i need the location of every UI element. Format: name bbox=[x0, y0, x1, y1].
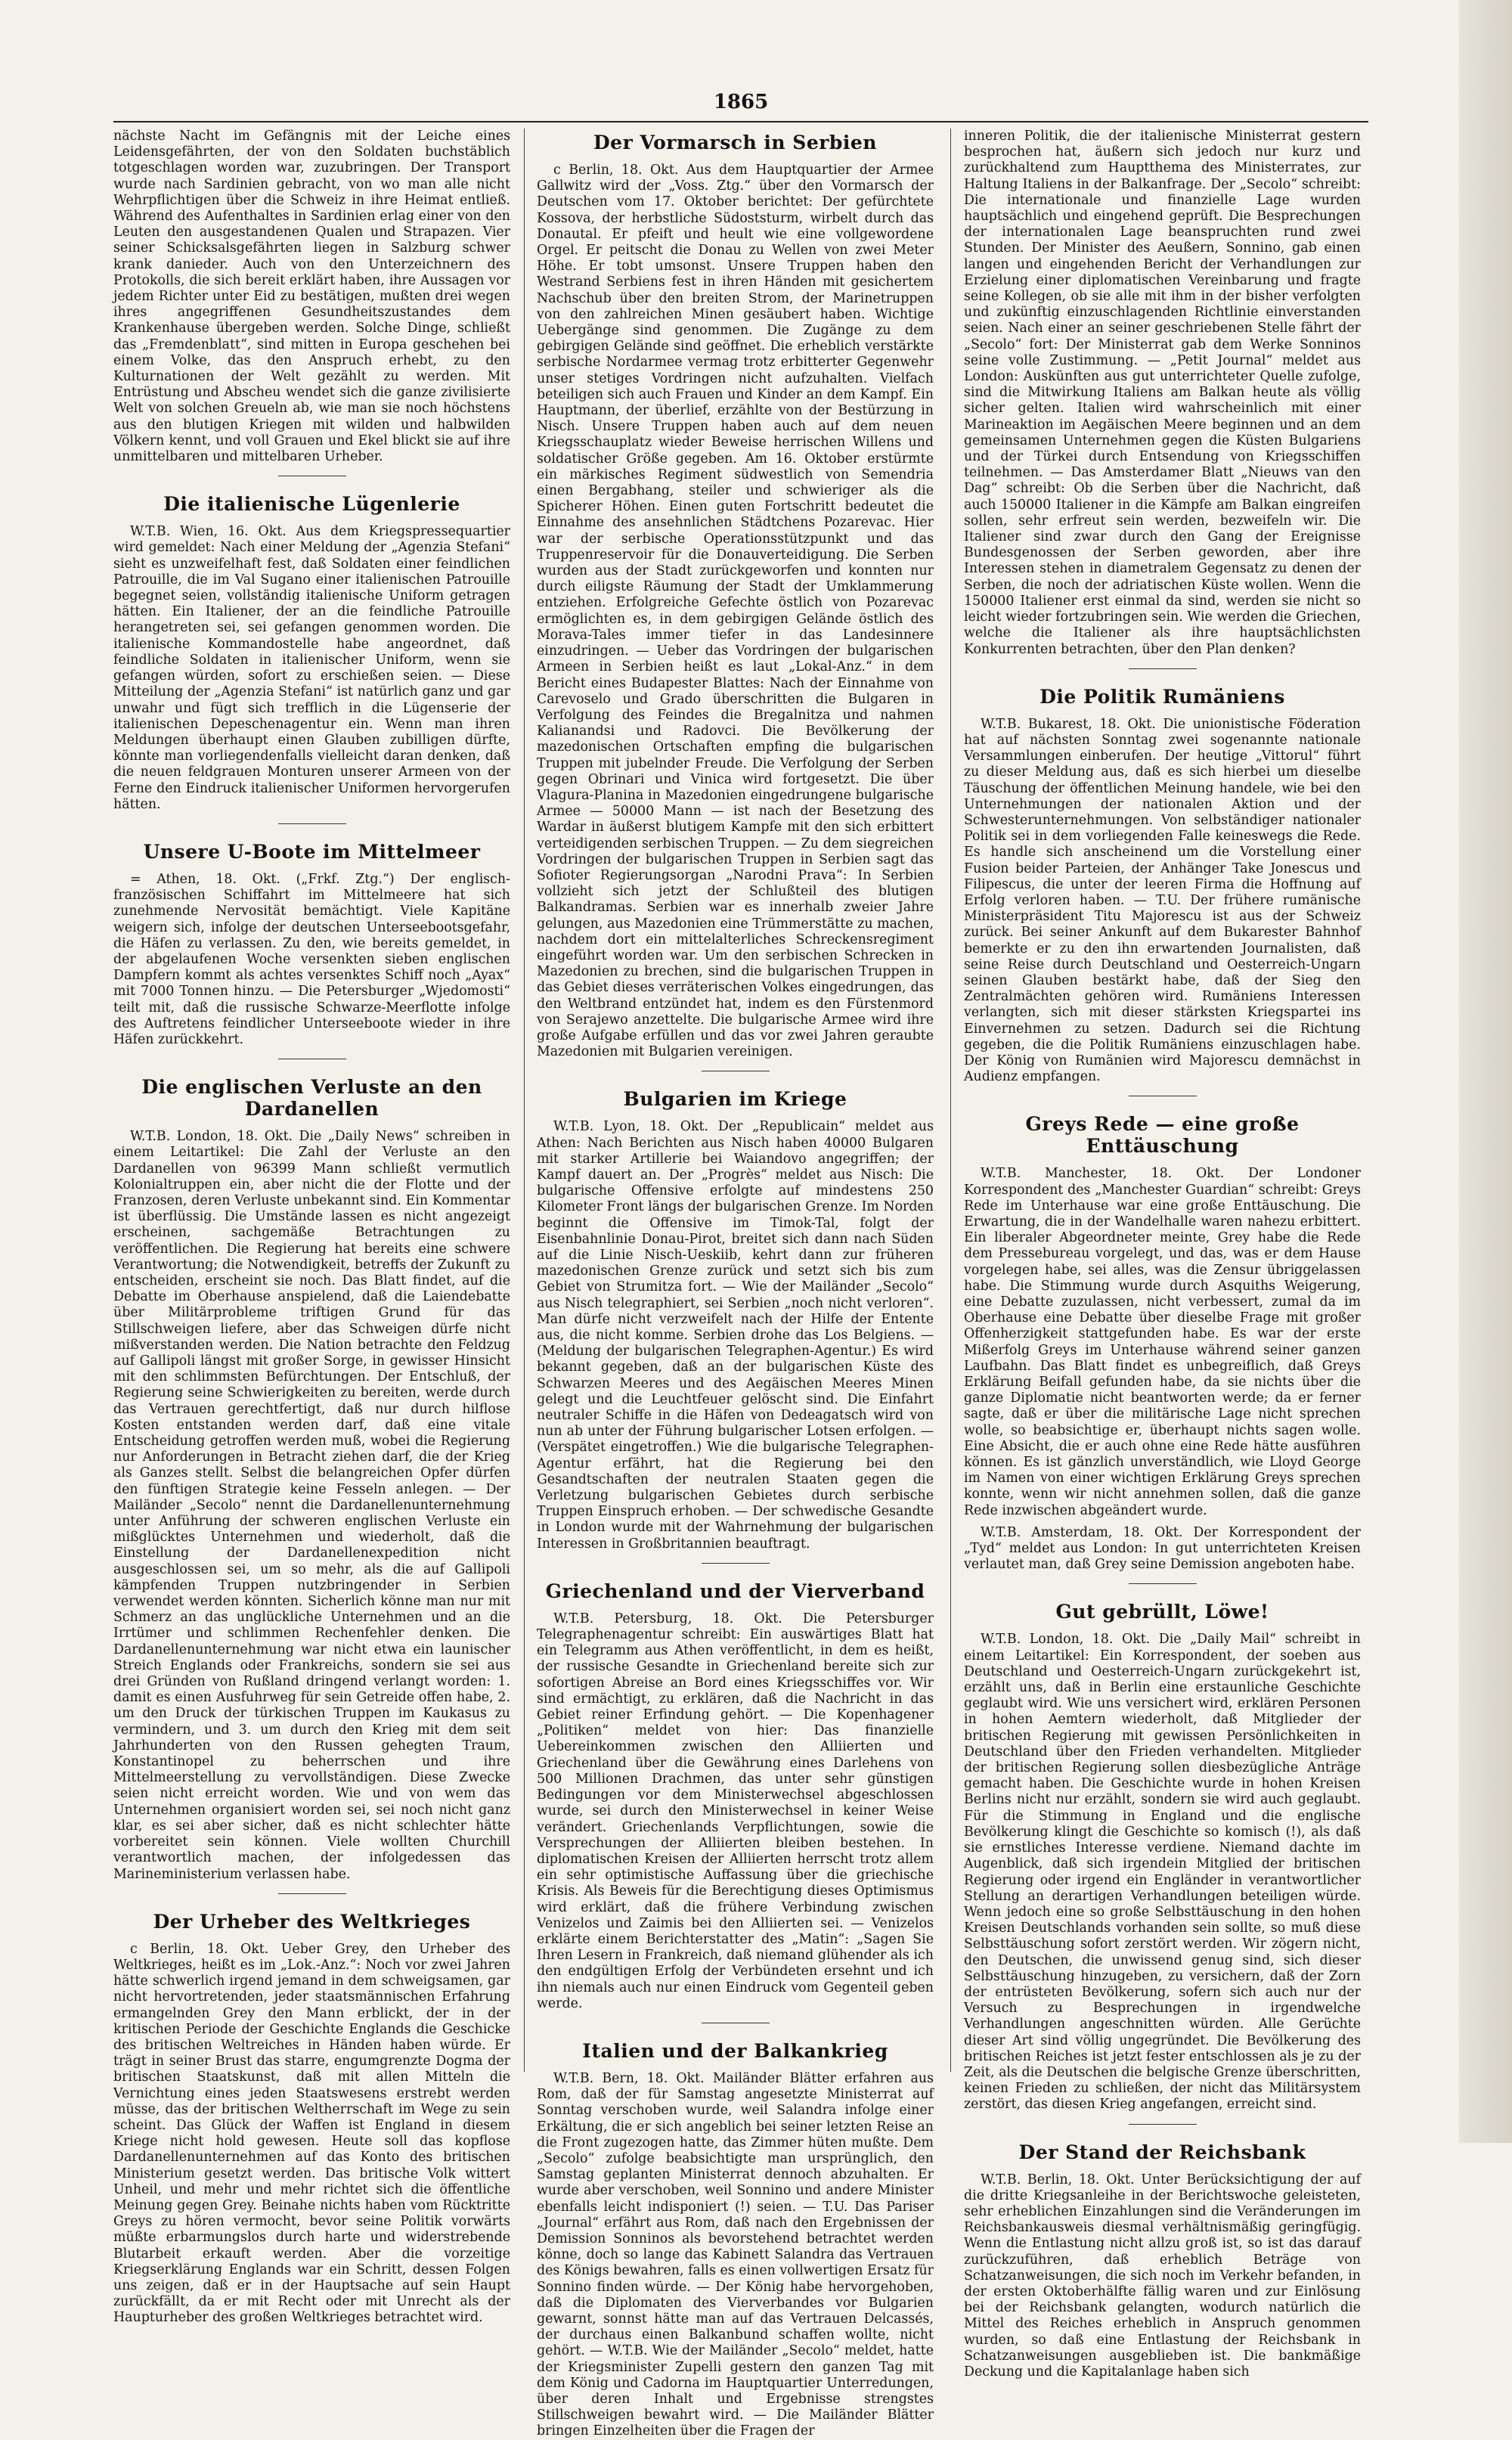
column-divider-1 bbox=[524, 129, 525, 2072]
article-headline: Unsere U-Boote im Mittelmeer bbox=[143, 840, 481, 863]
article-paragraph: inneren Politik, die der italienische Ministerrat gestern besprochen hat, äußern sich jedoch nur kurz und zurückhaltend zum Hauptthema des Ministerrates, zur Haltung Italiens in der Balkanfrage. Der „Secolo“ schreibt: Die internationale und finanzielle Lage wurden hauptsächlich und eingehend geprüft. Die Besprechungen der internationalen Lage beanspruchten rund zwei Stunden. Der Minister des Aeußern, Sonnino, gab einen langen und eingehenden Bericht der Verhandlungen zur Erzielung einer diplomatischen Vereinbarung und fragte seine Kollegen, ob sie alle mit ihm in der bisher verfolgten und zukünftig einzuschlagenden Richtlinie einverstanden seien. Nach einer an seiner geschriebenen Stelle fährt der „Secolo“ fort: Der Ministerrat gab dem Werke Sonninos seine volle Zustimmung. — „Petit Journal“ meldet aus London: Auskünften aus gut unterrichteter Quelle zufolge, sind die Mitwirkung Italiens am Balkan heute als völlig sicher gelten. Italien wird wahrscheinlich mit einer Marineaktion im Aegäischen Meere beginnen und an dem gemeinsamen Unternehmen gegen die Küsten Bulgariens und der Türkei durch Entsendung von Kriegsschiffen teilnehmen. — Das Amsterdamer Blatt „Nieuws van den Dag“ schreibt: Ob die Serben über die Nachricht, daß auch 150000 Italiener in die Kämpfe am Balkan eingreifen sollen, sehr erfreut sein werden, bezweifeln wir. Die Italiener sind zwar durch den Gang der Ereignisse Bundesgenossen der Serben geworden, aber ihre Interessen stehen in diametralem Gegensatz zu denen der Serben, die noch der adriatischen Küste wollen. Wenn die 150000 Italiener erst einmal da sind, werden sie nicht so leicht wieder fortzubringen sein. Wie werden die Griechen, welche die Italiener als ihre hauptsächlichsten Konkurrenten betrachten, über den Plan denken? bbox=[964, 129, 1361, 657]
article-paragraph: W.T.B. Bukarest, 18. Okt. Die unionistische Föderation hat auf nächsten Sonntag zwei sogenannte nationale Versammlungen einberufen. Der heutige „Vittorul“ führt zu dieser Meldung aus, daß es sich hierbei um dieselbe Täuschung der öffentlichen Meinung handele, wie bei den Unternehmungen der nationalen Aktion und der Schwesterunternehmungen. Von selbständiger nationaler Politik sei in dem vorliegenden Falle keineswegs die Rede. Es handle sich anscheinend um die Vorstellung einer Fusion beider Parteien, der Anhänger Take Jonescus und Filipescus, die unter der leeren Firma die Hoffnung auf Erfolg verloren haben. — T.U. Der frühere rumänische Ministerpräsident Titu Majorescu ist aus der Schweiz zurück. Bei seiner Ankunft auf dem Bukarester Bahnhof bemerkte er zu den ihn erwartenden Journalisten, daß seine Reise durch Deutschland und Oesterreich-Ungarn seinen Glauben bestärkt habe, daß der Sieg den Zentralmächten gehören wird. Rumäniens Interessen verlangten, sich mit dieser stärksten Kriegspartei ins Einvernehmen zu setzen. Dadurch sei die Richtung gegeben, die die Politik Rumäniens einzuschlagen habe. Der König von Rumänien wird Majorescu demnächst in Audienz empfangen. bbox=[964, 716, 1361, 1085]
article-headline: Greys Rede — eine große Enttäuschung bbox=[1025, 1113, 1300, 1158]
article-paragraph: W.T.B. London, 18. Okt. Die „Daily Mail“ schreibt in einem Leitartikel: Ein Korrespondent, der soeben aus Deutschland und Oesterreich-Ungarn zurückgekehrt ist, erzählt uns, daß in Berlin eine erstaunliche Geschichte geglaubt wird. Wie uns versichert wird, erklären Personen in hohen Aemtern wiederholt, daß Mitglieder der britischen Regierung mit gewissen Persönlichkeiten in Deutschland über den Frieden verhandelten. Mitglieder der britischen Regierung sollen diesbezügliche Anträge gemacht haben. Die Geschichte wurde in hohen Kreisen Berlins nicht nur erzählt, sondern sie wird auch geglaubt. Für die Stimmung in England und die englische Bevölkerung klingt die Geschichte so komisch (!), als daß sie ernstliches Interesse verdiene. Niemand dachte im Augenblick, daß sich irgendein Mitglied der britischen Regierung oder irgend ein Engländer in verantwortlicher Stellung an derartigen Verhandlungen beteiligen würde. Wenn jedoch eine so große Selbsttäuschung in den hohen Kreisen Deutschlands vorhanden sein sollte, so muß diese Selbsttäuschung sofort zerstört werden. Wir zögern nicht, den Deutschen, die unwissend genug sind, sich dieser Selbsttäuschung hinzugeben, zu versichern, daß der Zorn der entrüsteten Bevölkerung, sofern sich auch nur der Versuch zu Besprechungen in irgendwelche Verhandlungen angeschnitten würden. Alle Gerüchte dieser Art sind völlig ungegründet. Die Bevölkerung des britischen Reiches ist jetzt fester entschlossen als je zu der Zeit, als die Deutschen die belgische Grenze überschritten, keinen Frieden zu schließen, der nicht das Militärsystem zerstört, das diesen Krieg angefangen, erreicht sind. bbox=[964, 1632, 1361, 2113]
section-separator bbox=[1129, 668, 1197, 669]
article-paragraph: W.T.B. Amsterdam, 18. Okt. Der Korrespondent der „Tyd“ meldet aus London: In gut unterrichteten Kreisen verlautet man, daß Grey seine Demission angeboten habe. bbox=[964, 1524, 1361, 1573]
newspaper-page bbox=[113, 91, 1368, 2439]
page-edge-shadow bbox=[1459, 0, 1512, 2143]
section-separator bbox=[278, 1893, 346, 1894]
header-rule bbox=[113, 121, 1368, 122]
column-1 bbox=[113, 129, 510, 2326]
article-paragraph: W.T.B. Lyon, 18. Okt. Der „Republicain“ meldet aus Athen: Nach Berichten aus Nisch haben 40000 Bulgaren mit starker Artillerie bei Waiandovo angegriffen; der Kampf dauert an. Der „Progrès“ meldet aus Nisch: Die bulgarische Offensive erfolgte auf mindestens 250 Kilometer Front längs der bulgarischen Grenze. Im Norden beginnt die Offensive im Timok-Tal, folgt der Eisenbahnlinie Donau-Pirot, breitet sich dann nach Süden auf die Linie Nisch-Ueskiib, kehrt dann zur früheren mazedonischen Grenze zurück und setzt sich bis zum Gebiet von Strumitza fort. — Wie der Mailänder „Secolo“ aus Nisch telegraphiert, sei Serbien „noch nicht verloren“. Man dürfe nicht verzweifelt nach der Hilfe der Entente aus, die nicht komme. Serbien drohe das Los Belgiens. — (Meldung der bulgarischen Telegraphen-Agentur.) Es wird bekannt gegeben, daß an der bulgarischen Küste des Schwarzen Meeres und des Aegäischen Meeres Minen gelegt und die Leuchtfeuer gelöscht sind. Die Einfahrt neutraler Schiffe in die Häfen von Dedeagatsch wird von nun ab unter der Führung bulgarischer Lotsen erfolgen. — (Verspätet eingetroffen.) Wie die bulgarische Telegraphen-Agentur erfährt, hat die Regierung bei den Gesandtschaften der neutralen Staaten gegen die Verletzung bulgarischen Gebietes durch serbische Truppen Einspruch erhoben. — Der schwedische Gesandte in London wurde mit der Wahrnehmung der bulgarischen Interessen in Großbritannien beauftragt. bbox=[537, 1119, 934, 1552]
article-paragraph: W.T.B. Wien, 16. Okt. Aus dem Kriegspressequartier wird gemeldet: Nach einer Meldung der „Agenzia Stefani“ sieht es unzweifelhaft fest, daß Soldaten einer feindlichen Patrouille, die im Val Sugano einer italienischen Patrouille begegnet seien, vollständig italienische Uniform getragen hätten. Ein Italiener, der an die feindliche Patrouille herangetreten sei, sei gefangen genommen worden. Die italienische Kommandostelle habe angeordnet, daß feindliche Soldaten in italienischer Uniform, wenn sie gefangen würden, sofort zu erschießen seien. — Diese Mitteilung der „Agenzia Stefani“ ist natürlich ganz und gar unwahr und fügt sich trefflich in die Lügenserie der italienischen Depeschenagentur ein. Wenn man ihren Meldungen überhaupt einen Glauben zubilligen dürfte, könnte man vorliegendenfalls vielleicht daran denken, daß die neuen feldgrauen Monturen unserer Armeen von der Ferne den Eindruck italienischer Uniformen hervorgerufen hätten. bbox=[113, 524, 510, 812]
section-separator bbox=[1129, 2124, 1197, 2125]
article-headline: Bulgarien im Kriege bbox=[623, 1088, 847, 1111]
section-separator bbox=[702, 1563, 770, 1564]
column-divider-2 bbox=[950, 129, 951, 2072]
article-headline: Der Vormarsch in Serbien bbox=[593, 132, 877, 153]
article-headline: Die italienische Lügenlerie bbox=[163, 493, 460, 516]
column-2 bbox=[537, 129, 934, 2439]
section-separator bbox=[278, 823, 346, 824]
article-headline: Gut gebrüllt, Löwe! bbox=[1055, 1601, 1269, 1623]
article-paragraph: W.T.B. Manchester, 18. Okt. Der Londoner Korrespondent des „Manchester Guardian“ schreibt: Greys Rede im Unterhause war eine große Enttäuschung. Die Erwartung, die in der Wandelhalle waren nahezu erbittert. Ein liberaler Abgeordneter meinte, Grey habe die Rede dem Pressebureau vorgelegt, und das, was er dem Hause vorgelegen habe, sei alles, was die Zensur übriggelassen habe. Die Stimmung wurde durch Asquiths Weigerung, eine Debatte zuzulassen, nicht verbessert, zumal da im Oberhause eine Debatte über dieselbe Frage mit großer Offenherzigkeit stattgefunden habe. Es war der erste Mißerfolg Greys im Unterhause während seiner ganzen Laufbahn. Das Blatt findet es unbegreiflich, daß Greys Erklärung Beifall gefunden habe, da sie nichts über die ganze Diplomatie nicht beantworten werde; da er ferner sagte, daß er über die militärische Lage nicht sprechen wolle, so beabsichtige er, überhaupt nichts sagen wolle. Eine Absicht, die er auch ohne eine Rede hätte ausführen können. Es ist gänzlich unverständlich, wie Lloyd George im Namen von einer wichtigen Erklärung Greys sprechen konnte, wenn wir nicht annehmen sollen, daß die ganze Rede inzwischen abgeändert wurde. bbox=[964, 1166, 1361, 1518]
article-paragraph: c Berlin, 18. Okt. Aus dem Hauptquartier der Armee Gallwitz wird der „Voss. Ztg.“ über den Vormarsch der Deutschen vom 17. Oktober berichtet: Der gefürchtete Kossova, der herbstliche Südoststurm, wirbelt durch das Donautal. Er pfeift und heult wie eine vollgewordene Orgel. Er peitscht die Donau zu Wellen von zwei Meter Höhe. Er tobt umsonst. Unsere Truppen haben den Westrand Serbiens fest in ihren Händen mit gesichertem Nachschub über den breiten Strom, der Marinetruppen von den zahlreichen Minen gesäubert haben. Wichtige Uebergänge sind genommen. Die Zugänge zu dem gebirgigen Gelände sind geöffnet. Die erheblich verstärkte serbische Nordarmee vermag trotz erbitterter Gegenwehr unser stetiges Vordringen nicht aufzuhalten. Vielfach beteiligen sich auch Frauen und Kinder an dem Kampf. Ein Hauptmann, der überlief, erzählte von der Bestürzung in Nisch. Unsere Truppen haben auch auf dem neuen Kriegsschauplatz wieder Beweise herrischen Willens und soldatischer Größe gegeben. Am 16. Oktober erstürmte ein märkisches Regiment südwestlich von Semendria einen Bergabhang, steiler und schwieriger als die Spicherer Höhen. Einen guten Fortschritt bedeutet die Einnahme des ansehnlichen Städtchens Pozarevac. Hier war der serbische Operationsstützpunkt und das Truppenreservoir für die Donauverteidigung. Die Serben wurden aus der Stadt zurückgeworfen und konnten nur durch eiligste Räumung der Stadt der Umklammerung entziehen. Erfolgreiche Gefechte östlich von Pozarevac ermöglichten es, in dem gebirgigen Gelände östlich des Morava-Tales immer tiefer in das Landesinnere einzudringen. — Ueber das Vordringen der bulgarischen Armeen in Serbien heißt es laut „Lokal-Anz.“ in dem Bericht eines Budapester Blattes: Nach der Einnahme von Carevoselo und Grado überschritten die Bulgaren in Verfolgung des Feindes die Bregalnitza und nahmen Kalianandsi und Radovci. Die Bevölkerung der mazedonischen Ortschaften empfing die bulgarischen Truppen mit jubelnder Freude. Die Verfolgung der Serben gegen Obrinari und Vinica wird fortgesetzt. Die über Vlagura-Planina in Mazedonien eingedrungene bulgarische Armee — 50000 Mann — ist nach der Besetzung des Wardar in äußerst blutigem Kampfe mit den sich erbittert verteidigenden serbischen Truppen. — Zu dem siegreichen Vordringen der bulgarischen Truppen in Serbien sagt das Sofioter Regierungsorgan „Narodni Prava“: In Serbien vollzieht sich jetzt der Schlußteil des blutigen Balkandramas. Serbien war es innerhalb zweier Jahre gelungen, aus Mazedonien eine Trümmerstätte zu machen, nachdem dort ein mittelalterliches Schreckensregiment eingeführt worden war. Um den serbischen Schrecken in Mazedonien zu brechen, sind die bulgarischen Truppen in das Gebiet dieses verräterischen Volkes eingedrungen, das den Weltbrand entzündet hat, indem es den Fürstenmord von Serajewo anzettelte. Die bulgarische Armee wird ihre große Aufgabe erfüllen und das vor zwei Jahren geraubte Mazedonien mit Bulgarien vereinigen. bbox=[537, 163, 934, 1060]
article-paragraph: = Athen, 18. Okt. („Frkf. Ztg.“) Der englisch-französischen Schiffahrt im Mittelmeere hat sich zunehmende Nervosität bemächtigt. Viele Kapitäne weigern sich, infolge der deutschen Unterseebootsgefahr, die Häfen zu verlassen. Zu den, wie bereits gemeldet, in der abgelaufenen Woche versenkten sieben englischen Dampfern kommt als achtes versenktes Schiff noch „Ayax“ mit 7000 Tonnen hinzu. — Die Petersburger „Wjedomosti“ teilt mit, daß die russische Schwarze-Meerflotte infolge des Auftretens feindlicher Unterseeboote wieder in ihre Häfen zurückkehrt. bbox=[113, 871, 510, 1047]
article-headline: Griechenland und der Vierverband bbox=[545, 1580, 925, 1602]
article-headline: Die Politik Rumäniens bbox=[1040, 685, 1285, 708]
article-paragraph: nächste Nacht im Gefängnis mit der Leiche eines Leidensgefährten, der von den Soldaten buchstäblich totgeschlagen worden war, zuzubringen. Der Transport wurde nach Sardinien gebracht, von wo man alle nicht Wehrpflichtigen über die Schweiz in ihre Heimat entließ. Während des Aufenthaltes in Sardinien erlag einer von den Leuten den ausgestandenen Qualen und Strapazen. Vier seiner Schicksalsgefährten liegen in Salzburg schwer krank danieder. Auch von den Unterzeichnern des Protokolls, die sich bereit erklärt haben, ihre Aussagen vor jedem Richter unter Eid zu bestätigen, mußten drei wegen ihres angegriffenen Gesundheitszustandes dem Krankenhause übergeben werden. Solche Dinge, schließt das „Fremdenblatt“, sind mitten in Europa geschehen bei einem Volke, das den Anspruch erhebt, zu den Kulturnationen der Welt gezählt zu werden. Mit Entrüstung und Abscheu wendet sich die ganze zivilisierte Welt von solchen Greueln ab, wie man sie noch höchstens aus den blutigen Kriegen mit wilden und halbwilden Völkern kennt, und voll Grauen und Ekel blickt sie auf ihre unmittelbaren und mittelbaren Urheber. bbox=[113, 129, 510, 465]
article-paragraph: c Berlin, 18. Okt. Ueber Grey, den Urheber des Weltkrieges, heißt es im „Lok.-Anz.“: Noch vor zwei Jahren hätte schwerlich irgend jemand in dem schweigsamen, gar nicht hervortretenden, jeder staatsmännischen Erfahrung ermangelnden Grey den Mann erblickt, der in der kritischen Periode der Geschichte Englands die Geschicke des britischen Weltreiches in Händen haben würde. Er trägt in seiner Brust das starre, engumgrenzte Dogma der britischen Staatskunst, daß mit allen Mitteln die Vernichtung eines jeden Staatswesens erstrebt werden müsse, das der britischen Weltherrschaft im Wege zu sein scheint. Das Glück der Waffen ist England in diesem Kriege nicht hold gewesen. Heute soll das kopflose Dardanellenunternehmen auf das Konto des britischen Ministerium gesetzt werden. Das britische Volk wittert Unheil, und mehr und mehr richtet sich die öffentliche Meinung gegen Grey. Beinahe nichts haben vom Rücktritte Greys zu hören vermocht, bevor seine Politik vorwärts müßte erbarmungslos durch harte und widerstrebende Blutarbeit erkauft werden. Aber die vorzeitige Kriegserklärung Englands war ein Schritt, dessen Folgen uns zeigen, daß er in der Hauptsache auf sein Haupt zurückfällt, da er mit Recht oder mit Unrecht als der Haupturheber des großen Weltkrieges betrachtet wird. bbox=[113, 1941, 510, 2326]
article-paragraph: W.T.B. London, 18. Okt. Die „Daily News“ schreiben in einem Leitartikel: Die Zahl der Verluste an den Dardanellen von 96399 Mann schließt vermutlich Kolonialtruppen ein, aber nicht die der Flotte und der Franzosen, deren Verluste unbekannt sind. Ein Kommentar ist überflüssig. Die Umstände lassen es nicht angezeigt erscheinen, sachgemäße Betrachtungen zu veröffentlichen. Die Regierung hat bereits eine schwere Verantwortung; die Notwendigkeit, betreffs der Zukunft zu entscheiden, erscheint sie noch. Das Blatt findet, auf die Debatte im Oberhause anspielend, daß die Laiendebatte über Militärprobleme triftigen Grund für das Stillschweigen liefere, aber das Schweigen dürfe nicht mißverstanden werden. Die Nation betrachte den Feldzug auf Gallipoli längst mit großer Sorge, in gewisser Hinsicht mit den schlimmsten Befürchtungen. Der Entschluß, der Regierung seine Schwierigkeiten zu bereiten, werde durch das Vertrauen gerechtfertigt, daß nur durch hilflose Kosten entstanden werden darf, daß eine vitale Entscheidung getroffen werden muß, wobei die Regierung nur Anforderungen in Betracht ziehen darf, die der Krieg als Ganzes stellt. Selbst die belangreichen Opfer dürfen den fünftigen Strategie keine Fesseln anlegen. — Der Mailänder „Secolo“ nennt die Dardanellenunternehmung unter Anführung der schweren englischen Verluste ein mißglücktes Unternehmen und wiederholt, daß die Einstellung der Dardanellenexpedition nicht ausgeschlossen sei, um so mehr, als die auf Gallipoli kämpfenden Truppen nutzbringender in Serbien verwendet werden könnten. Sicherlich könne man nur mit Schmerz an das unglückliche Unternehmen und an die Irrtümer und schlimmen Rechenfehler denken. Die Dardanellenunternehmung war nicht etwa ein launischer Streich Englands oder Frankreichs, sondern sie sei aus drei Gründen von Rußland dringend verlangt worden: 1. damit es einen Ausfuhrweg für sein Getreide offen habe, 2. um den Druck der türkischen Truppen im Kaukasus zu vermindern, und 3. um durch den Krieg mit dem seit Jahrhunderten von den Russen gehegten Traum, Konstantinopel zu beherrschen und ihre Mittelmeerstellung zu vervollständigen. Diese Zwecke seien nicht erreicht worden. Wie und von wem das Unternehmen organisiert worden sei, sei noch nicht ganz klar, es sei aber sicher, daß es nicht schlechter hätte vorbereitet sein können. Viele wollten Churchill verantwortlich machen, der infolgedessen das Marineministerium verlassen habe. bbox=[113, 1129, 510, 1882]
article-headline: Italien und der Balkankrieg bbox=[582, 2039, 888, 2062]
article-headline: Die englischen Verluste an den Dardanellen bbox=[141, 1076, 482, 1121]
page-number: 1865 bbox=[713, 91, 769, 113]
column-3 bbox=[964, 129, 1361, 2380]
article-paragraph: W.T.B. Berlin, 18. Okt. Unter Berücksichtigung der auf die dritte Kriegsanleihe in der Berichtswoche geleisteten, sehr erheblichen Einzahlungen sind die Veränderungen im Reichsbankausweis diesmal verhältnismäßig geringfügig. Wenn die Entlastung nicht allzu groß ist, so ist das darauf zurückzuführen, daß erheblich Beträge von Schatzanweisungen, die sich noch im Verkehr befanden, in der ersten Oktoberhälfte fällig waren und zur Einlösung bei der Reichsbank gelangten, wodurch natürlich die Mittel des Reiches erheblich in Anspruch genommen wurden, so daß eine Entlastung der Reichsbank in Schatzanweisungen ausgeblieben ist. Die bankmäßige Deckung und die Kapitalanlage haben sich bbox=[964, 2172, 1361, 2380]
article-paragraph: W.T.B. Petersburg, 18. Okt. Die Petersburger Telegraphenagentur schreibt: Ein auswärtiges Blatt hat ein Telegramm aus Athen veröffentlicht, in dem es heißt, der russische Gesandte in Griechenland bereite sich zur sofortigen Abreise an Bord eines Kriegsschiffes vor. Wir sind ermächtigt, zu erklären, daß die Nachricht in das Gebiet reiner Erfindung gehört. — Die Kopenhagener „Politiken“ meldet von hier: Das finanzielle Uebereinkommen zwischen den Alliierten und Griechenland über die Gewährung eines Darlehens von 500 Millionen Drachmen, das unter sehr günstigen Bedingungen vor dem Ministerwechsel abgeschlossen wurde, sei durch den Ministerwechsel in keiner Weise verändert. Griechenlands Verpflichtungen, sowie die Versprechungen der Alliierten bleiben bestehen. In diplomatischen Kreisen der Alliierten herrscht trotz allem ein sehr optimistische Auffassung über die griechische Krisis. Als Beweis für die Berechtigung dieses Optimismus wird erklärt, daß die frühere Verbindung zwischen Venizelos und Zaimis bei den Alliierten sei. — Venizelos erklärte einem Berichterstatter des „Matin“: „Sagen Sie Ihren Lesern in Frankreich, daß niemand glühender als ich den endgültigen Erfolg der Verbündeten ersehnt und ich ihn niemals auch nur einen Eindruck vom Gegenteil geben werde. bbox=[537, 1611, 934, 2011]
article-headline: Der Urheber des Weltkrieges bbox=[153, 1910, 471, 1933]
section-separator bbox=[1129, 1583, 1197, 1584]
article-paragraph: W.T.B. Bern, 18. Okt. Mailänder Blätter erfahren aus Rom, daß der für Samstag angesetzte Ministerrat auf Sonntag verschoben wurde, weil Salandra infolge einer Erkältung, die er sich angeblich bei seiner letzten Reise an die Front zugezogen hatte, das Zimmer hüten mußte. Dem „Secolo“ zufolge beabsichtigte man ursprünglich, den Samstag geplanten Ministerrat dennoch abzuhalten. Er wurde aber verschoben, weil Sonnino und andere Minister ebenfalls leicht indisponiert (!) seien. — T.U. Das Pariser „Journal“ erfährt aus Rom, daß nach den Ergebnissen der Demission Sonninos als bevorstehend betrachtet werden könne, doch so lange das Kabinett Salandra das Vertrauen des Königs bewahren, falls es einen vollwertigen Ersatz für Sonnino finden würde. — Der König habe hervorgehoben, daß die Diplomaten des Vierverbandes vor Bulgarien gewarnt, sonnst hätte man auf das Vertrauen Delcassés, der durchaus einen Balkanbund schaffen wollte, nicht gehört. — W.T.B. Wie der Mailänder „Secolo“ meldet, hatte der Kriegsminister Zupelli gestern den ganzen Tag mit dem König und Cadorna im Hauptquartier Unterredungen, über deren Inhalt und Ergebnisse strengstes Stillschweigen bewahrt wird. — Die Mailänder Blätter bringen Einzelheiten über die Fragen der bbox=[537, 2070, 934, 2439]
article-headline: Der Stand der Reichsbank bbox=[1018, 2141, 1306, 2163]
